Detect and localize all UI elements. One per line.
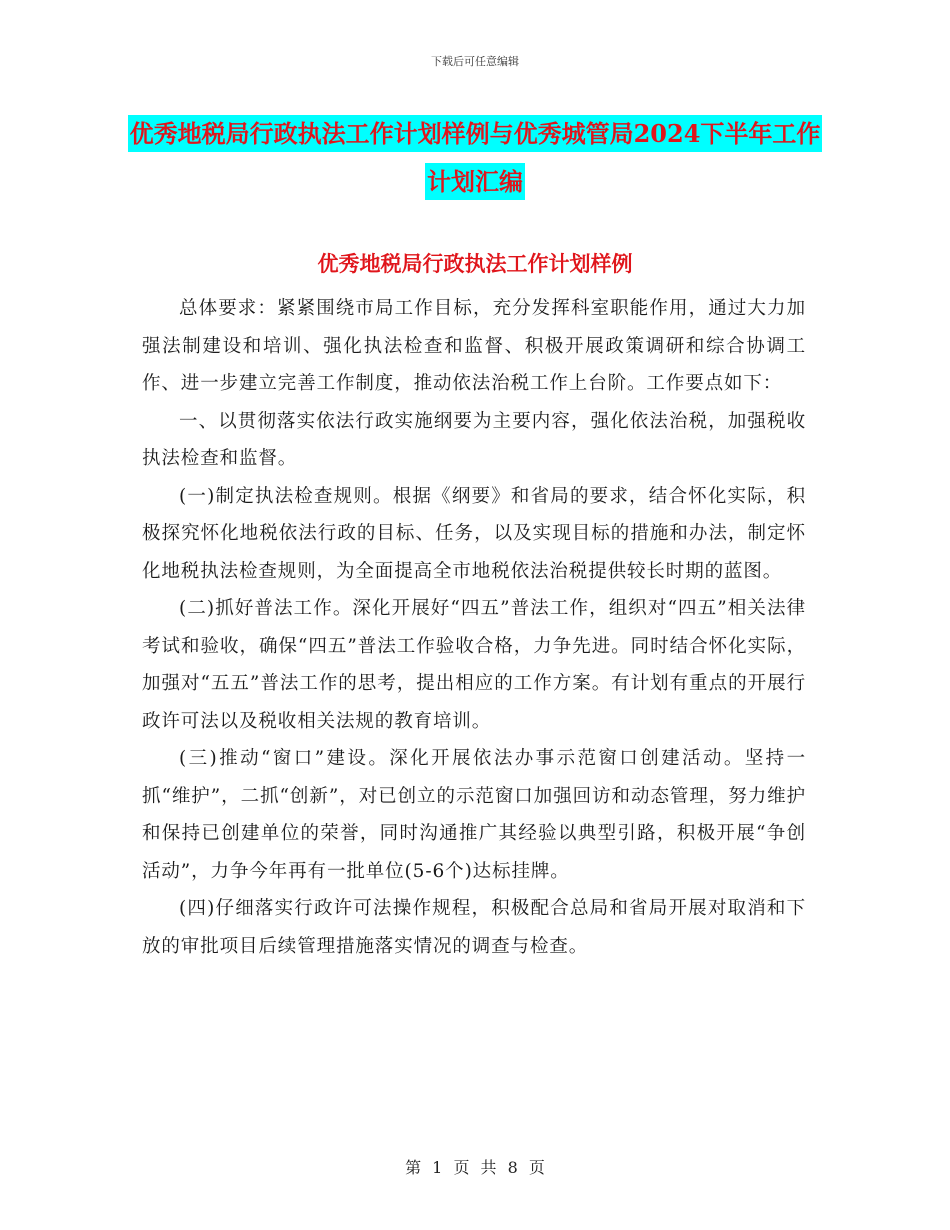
document-body bbox=[142, 290, 806, 965]
paragraph-item-1-3: (三)推动“窗口”建设。深化开展依法办事示范窗口创建活动。坚持一抓“维护”，二抓“创新”，对已创立的示范窗口加强回访和动态管理，努力维护和保持已创建单位的荣誉，同时沟通推广其经验以典型引路，积极开展“争创活动”，力争今年再有一批单位(5-6个)达标挂牌。 bbox=[142, 748, 806, 882]
paragraph-item-1-1: (一)制定执法检查规则。根据《纲要》和省局的要求，结合怀化实际，积极探究怀化地税依法行政的目标、任务，以及实现目标的措施和办法，制定怀化地税执法检查规则，为全面提高全市地税依法治税提供较长时期的蓝图。 bbox=[142, 485, 806, 582]
document-title-text: 优秀地税局行政执法工作计划样例与优秀城管局2024下半年工作计划汇编 bbox=[128, 115, 823, 200]
page-number: 第 1 页 共 8 页 bbox=[405, 1158, 545, 1177]
page-header-note: 下载后可任意编辑 bbox=[431, 55, 519, 68]
section-title: 优秀地税局行政执法工作计划样例 bbox=[317, 251, 633, 276]
paragraph-item-1: 一、以贯彻落实依法行政实施纲要为主要内容，强化依法治税，加强税收执法检查和监督。 bbox=[142, 410, 806, 469]
paragraph-item-1-4: (四)仔细落实行政许可法操作规程，积极配合总局和省局开展对取消和下放的审批项目后续管理措施落实情况的调查与检查。 bbox=[142, 898, 806, 957]
document-title bbox=[120, 110, 830, 206]
paragraph-item-1-2: (二)抓好普法工作。深化开展好“四五”普法工作，组织对“四五”相关法律考试和验收，确保“四五”普法工作验收合格，力争先进。同时结合怀化实际，加强对“五五”普法工作的思考，提出相应的工作方案。有计划有重点的开展行政许可法以及税收相关法规的教育培训。 bbox=[142, 598, 806, 732]
paragraph-general-requirements: 总体要求：紧紧围绕市局工作目标，充分发挥科室职能作用，通过大力加强法制建设和培训、强化执法检查和监督、积极开展政策调研和综合协调工作、进一步建立完善工作制度，推动依法治税工作上台阶。工作要点如下： bbox=[142, 298, 806, 394]
